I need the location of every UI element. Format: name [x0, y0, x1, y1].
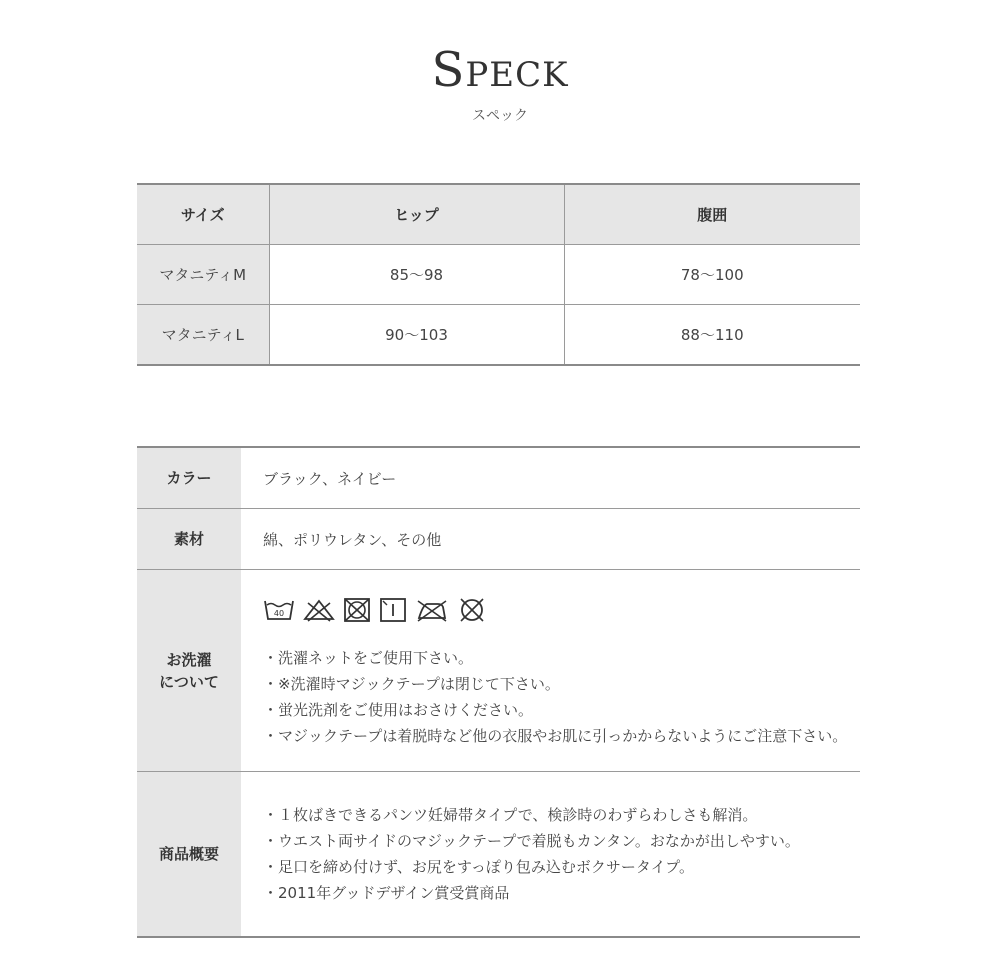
- spec-table: [137, 446, 860, 938]
- line-dry-icon: [379, 597, 407, 623]
- washing-notes: [263, 645, 860, 749]
- hip-value: 85〜98: [269, 245, 564, 305]
- spec-row-color: [137, 447, 860, 509]
- list-item: ・ １枚ばきできるパンツ妊婦帯タイプで、検診時のわずらわしさも解消。: [263, 802, 860, 828]
- list-item: ・ マジックテープは着脱時など他の衣服やお肌に引っかからないようにご注意下さい。: [263, 723, 860, 749]
- page-title: Speck: [431, 42, 569, 98]
- summary-points: [263, 802, 860, 906]
- hip-header: ヒップ: [269, 184, 564, 245]
- color-value: ブラック、ネイビー: [241, 447, 860, 509]
- washing-label: [137, 570, 241, 772]
- hip-value: 90〜103: [269, 305, 564, 366]
- list-item: ・ 蛍光洗剤をご使用はおさけください。: [263, 697, 860, 723]
- size-header: サイズ: [137, 184, 269, 245]
- size-table: [137, 183, 860, 366]
- wash-temp-text: 40: [273, 608, 285, 618]
- washing-label-line1: お洗濯: [166, 650, 212, 669]
- list-item: ・ 足口を締め付けず、お尻をすっぽり包み込むボクサータイプ。: [263, 854, 860, 880]
- no-dry-clean-icon: [457, 597, 487, 623]
- summary-content: [241, 772, 860, 938]
- waist-value: 88〜110: [564, 305, 860, 366]
- color-label: カラー: [137, 447, 241, 509]
- size-name: マタニティM: [137, 245, 269, 305]
- spec-row-washing: [137, 570, 860, 772]
- no-iron-icon: [415, 597, 449, 623]
- washing-content: [241, 570, 860, 772]
- table-row: [137, 305, 860, 366]
- summary-label: 商品概要: [137, 772, 241, 938]
- size-table-header-row: [137, 184, 860, 245]
- list-item: ・ ※洗濯時マジックテープは閉じて下さい。: [263, 671, 860, 697]
- washing-label-line2: について: [159, 672, 219, 691]
- list-item: ・ 2011年グッドデザイン賞受賞商品: [263, 880, 860, 906]
- waist-header: 腹囲: [564, 184, 860, 245]
- page-subtitle: スペック: [472, 108, 528, 124]
- no-tumble-dry-icon: [343, 597, 371, 623]
- table-row: [137, 245, 860, 305]
- care-symbols: [263, 597, 860, 623]
- list-item: ・ ウエスト両サイドのマジックテープで着脱もカンタン。おなかが出しやすい。: [263, 828, 860, 854]
- material-label: 素材: [137, 509, 241, 570]
- spec-row-summary: [137, 772, 860, 938]
- no-bleach-icon: [303, 597, 335, 623]
- size-name: マタニティL: [137, 305, 269, 366]
- list-item: ・ 洗濯ネットをご使用下さい。: [263, 645, 860, 671]
- wash-40-icon: [263, 597, 295, 623]
- spec-row-material: [137, 509, 860, 570]
- waist-value: 78〜100: [564, 245, 860, 305]
- material-value: 綿、ポリウレタン、その他: [241, 509, 860, 570]
